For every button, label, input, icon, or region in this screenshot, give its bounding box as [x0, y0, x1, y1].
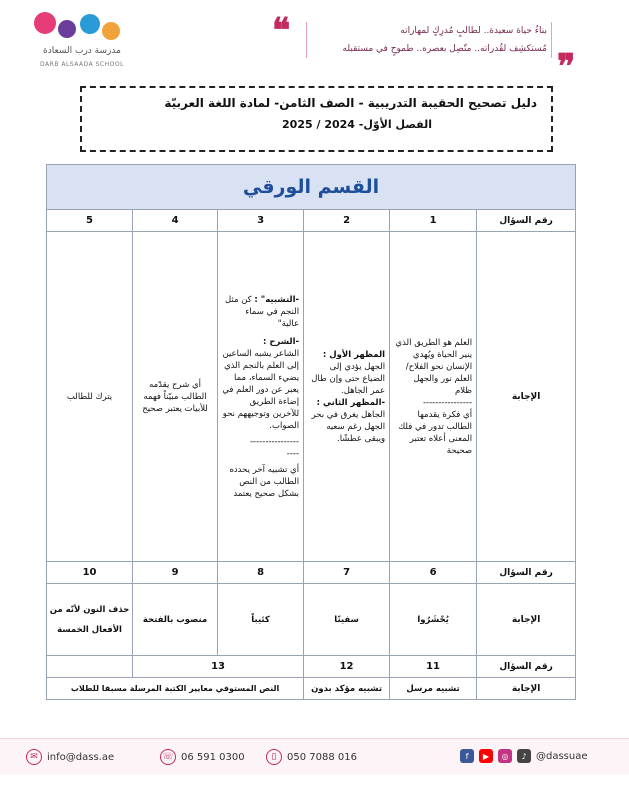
answer-text: أي تشبيه آخر يحدده الطالب من النص بشكل صحيح يعتمد — [229, 464, 300, 499]
question-number: 8 — [218, 562, 304, 584]
answer-label: الإجابة — [477, 232, 576, 562]
footer-email[interactable] — [26, 749, 114, 765]
answer-q4: أي شرح يقدّمه الطالب مبيّناً فهمه للأبيات يعتبر صحيح — [133, 232, 218, 562]
answer-key-table — [46, 164, 576, 700]
answer-text: أي فكرة يقدمها الطالب تدور في فلك المعنى أعلاه تعتبر صحيحة — [398, 409, 473, 456]
empty-cell — [47, 656, 133, 678]
instagram-icon[interactable]: ◎ — [498, 749, 512, 763]
answer-q11: تشبيه مرسل — [390, 678, 477, 700]
quote-close-icon: ❞ — [557, 47, 576, 87]
facebook-icon[interactable]: f — [460, 749, 474, 763]
answer-text: الجاهل يغرق في بحر الجهل رغم سعيه ويبقى عطشًا. — [311, 409, 386, 444]
separator: ---------------- ---- — [249, 436, 300, 459]
school-logo — [32, 12, 132, 46]
question-number: 1 — [390, 210, 477, 232]
separator: ---------------- — [422, 397, 473, 408]
answer-text: الشاعر يشبه الساعين إلى العلم بالنجم الذي يضيء السماء، مما يعبر عن دور العلم في إضاءة الطريق للآخرين وتوجيههم نحو الصواب. — [222, 348, 300, 431]
answer-heading: -المظهر الثاني : — [316, 397, 386, 408]
question-number: 10 — [47, 562, 133, 584]
question-number: 2 — [304, 210, 390, 232]
answer-q3 — [218, 232, 304, 562]
question-number: 12 — [304, 656, 390, 678]
school-slogan — [306, 22, 552, 58]
question-number-label: رقم السؤال — [477, 210, 576, 232]
answer-q5: يترك للطالب — [47, 232, 133, 562]
answer-q1 — [390, 232, 477, 562]
email-text: info@dass.ae — [47, 751, 115, 763]
answer-text: الجهل يؤدي إلى الضياع حتى وإن طال عمر الجاهل. — [311, 361, 386, 396]
question-number: 4 — [133, 210, 218, 232]
question-number-label: رقم السؤال — [477, 562, 576, 584]
page-title: دليل تصحيح الحقيبة التدريبية - الصف الثامن- لمادة اللغة العربيّة — [164, 96, 537, 110]
answer-heading: المظهر الأول : — [322, 349, 386, 360]
answer-label: الإجابة — [477, 584, 576, 656]
mobile-icon: ▯ — [266, 749, 282, 765]
answer-heading: -التشبيه" : — [254, 294, 300, 305]
answer-label: الإجابة — [477, 678, 576, 700]
youtube-icon[interactable]: ▶ — [479, 749, 493, 763]
section-title: القسم الورقي — [47, 165, 576, 210]
question-number-label: رقم السؤال — [477, 656, 576, 678]
school-name-ar: مدرسة درب السعادة — [43, 46, 121, 56]
answer-q9: منصوب بالفتحة — [133, 584, 218, 656]
quote-open-icon: ❝ — [272, 11, 291, 51]
logo-mark — [32, 12, 132, 46]
mail-icon: ✉ — [26, 749, 42, 765]
footer-phone-2[interactable] — [266, 749, 357, 765]
answer-q13: النص المستوفي معايير الكتبة المرسلة مسبقا للطلاب — [47, 678, 304, 700]
footer-social[interactable] — [460, 749, 588, 763]
answer-q12: تشبيه مؤكد بدون — [304, 678, 390, 700]
question-number: 3 — [218, 210, 304, 232]
question-number: 7 — [304, 562, 390, 584]
question-number: 5 — [47, 210, 133, 232]
school-name-en: DARB ALSAADA SCHOOL — [40, 61, 124, 68]
social-handle: @dassuae — [536, 750, 588, 762]
title-box — [80, 86, 553, 152]
answer-q7: سفينًا — [304, 584, 390, 656]
question-number: 11 — [390, 656, 477, 678]
question-number: 9 — [133, 562, 218, 584]
footer-phone-1[interactable] — [160, 749, 245, 765]
page-subtitle: الفصل الأوّل- 2024 / 2025 — [282, 118, 432, 131]
phone-text: 06 591 0300 — [181, 751, 245, 763]
answer-q2 — [304, 232, 390, 562]
answer-text: العلم هو الطريق الذي ينير الحياة ويُهدي الإنسان نحو الفلاح/ العلم نور والجهل ظلام — [395, 337, 473, 396]
question-number: 6 — [390, 562, 477, 584]
phone-icon: ☏ — [160, 749, 176, 765]
slogan-line-2: مُستكشِف لقُدراته.. متّصِل بعصره.. طموحٍ في مستقبله — [342, 44, 547, 54]
phone-text: 050 7088 016 — [287, 751, 357, 763]
answer-q8: كئيباً — [218, 584, 304, 656]
tiktok-icon[interactable]: ♪ — [517, 749, 531, 763]
answer-heading: -الشرح : — [263, 336, 300, 347]
question-number: 13 — [133, 656, 304, 678]
answer-q10: حذف النون لأنّه من الأفعال الخمسة — [47, 584, 133, 656]
footer — [0, 738, 629, 775]
answer-text: كن مثل النجم في سماء عالية" — [224, 294, 300, 329]
answer-q6: يُحْشَرُوا — [390, 584, 477, 656]
slogan-line-1: بناءُ حياة سعيدة.. لطالبٍ مُدرِكٍ لمهاراته — [400, 26, 547, 36]
